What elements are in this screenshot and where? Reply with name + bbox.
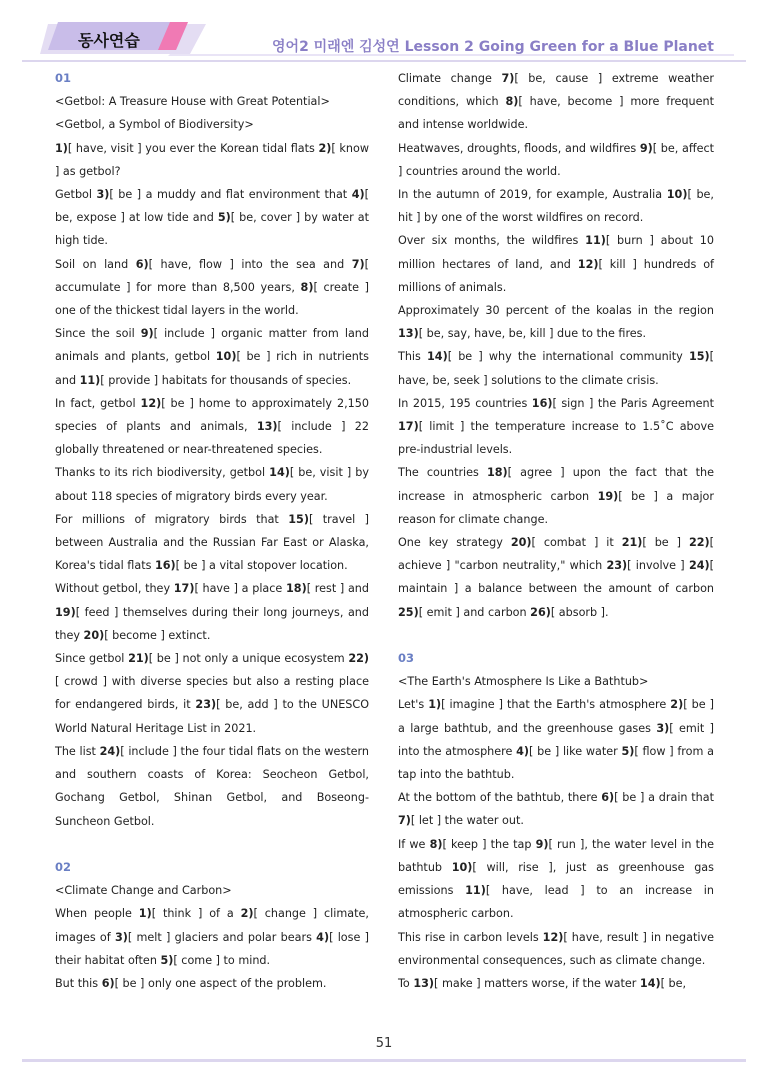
sentence-text: [ include ] the four tidal flats on the western and southern coasts of Korea: Seocheon Getbol, Gochang Getbol, Shinan Getbol, and Boseong-Suncheon Getbol.	[55, 744, 370, 828]
blank-number: 10)	[451, 860, 473, 874]
exercise-sentence	[398, 461, 714, 531]
sentence-text: <Getbol: A Treasure House with Great Potential>	[55, 95, 330, 109]
sentence-text: <Climate Change and Carbon>	[55, 884, 232, 898]
sentence-text: In the autumn of 2019, for example, Australia	[398, 188, 667, 202]
blank-number: 4)	[351, 188, 365, 202]
blank-number: 4)	[516, 744, 530, 758]
sentence-text: [ be ] a large bathtub, and the greenhouse gases	[398, 698, 714, 735]
sentence-text: [ burn ] about 10 million hectares of land, and	[398, 234, 715, 271]
blank-number: 24)	[688, 559, 710, 573]
sentence-text: Heatwaves, droughts, floods, and wildfires	[398, 141, 640, 155]
sentence-text: [ sign ] the Paris Agreement	[552, 396, 714, 410]
sentence-text: [ create ] one of the thickest tidal layers in the world.	[55, 280, 369, 318]
blank-number: 16)	[531, 396, 553, 410]
sentence-text: Thanks to its rich biodiversity, getbol	[55, 466, 270, 480]
sentence-text: Over six months, the wildfires	[398, 234, 586, 248]
sentence-text: [ be, cover ] by water at high tide.	[55, 211, 370, 248]
exercise-sentence	[55, 183, 369, 253]
blank-number: 11)	[79, 373, 101, 387]
sentence-text: [ include ] organic matter from land animals and plants, getbol	[55, 327, 369, 364]
exercise-sentence	[55, 577, 369, 647]
blank-number: 2)	[670, 698, 684, 712]
sentence-text: [ have ] a place	[194, 582, 287, 596]
sentence-text: Approximately 30 percent of the koalas in the region	[398, 304, 714, 318]
exercise-sentence	[398, 531, 714, 624]
blank-number: 20)	[83, 628, 105, 642]
sentence-text: [ combat ] it	[531, 536, 622, 550]
blank-number: 7)	[398, 814, 411, 828]
sentence-text: [ be, hit ] by one of the worst wildfires on record.	[398, 188, 714, 225]
blank-number: 1)	[55, 141, 68, 155]
sentence-text: [ kill ] hundreds of millions of animals.	[398, 257, 714, 294]
blank-number: 23)	[606, 559, 628, 573]
section-number: 01	[55, 71, 72, 85]
blank-number: 12)	[542, 930, 564, 944]
sentence-text: In fact, getbol	[55, 396, 141, 410]
blank-number: 10)	[666, 188, 688, 202]
sentence-text: [ think ] of a	[151, 907, 241, 921]
blank-number: 24)	[99, 744, 121, 758]
blank-number: 14)	[639, 976, 661, 990]
blank-number: 14)	[427, 350, 448, 364]
sentence-text: The list	[55, 744, 100, 758]
exercise-sentence	[55, 879, 369, 902]
blank-number: 16)	[154, 559, 176, 573]
blank-number: 18)	[486, 466, 508, 480]
blank-number: 22)	[688, 536, 710, 550]
blank-number: 3)	[114, 930, 128, 944]
blank-number: 15)	[688, 350, 710, 364]
sentence-text: [ feed ] themselves during their long journeys, and they	[55, 605, 369, 642]
header-divider	[22, 60, 746, 62]
exercise-sentence	[398, 786, 714, 832]
exercise-sentence	[55, 392, 369, 462]
blank-number: 20)	[510, 536, 532, 550]
exercise-sentence	[55, 461, 369, 507]
page-header	[0, 0, 768, 64]
exercise-sentence	[398, 972, 714, 995]
blank-number: 3)	[96, 188, 110, 202]
blank-number: 25)	[398, 605, 419, 619]
sentence-text: [ be ] a muddy and flat environment that	[109, 188, 352, 202]
sentence-text: This	[398, 350, 428, 364]
sentence-text: [ will, rise ], just as greenhouse gas emissions	[398, 860, 714, 898]
sentence-text: The countries	[398, 466, 487, 480]
sentence-text: [ be, say, have, be, kill ] due to the fires.	[418, 327, 647, 341]
sentence-text: [ be ] a drain that	[614, 791, 714, 805]
blank-number: 8)	[429, 837, 443, 851]
sentence-text: [ flow ] from a tap into the bathtub.	[398, 744, 714, 782]
exercise-sentence	[398, 299, 714, 345]
exercise-sentence	[55, 113, 369, 136]
exercise-sentence	[55, 508, 369, 578]
blank-number: 2)	[318, 141, 332, 155]
sentence-text: [ be ]	[642, 536, 689, 550]
blank-number: 4)	[316, 930, 330, 944]
sentence-text: [ provide ] habitats for thousands of species.	[100, 373, 352, 387]
sentence-text: [ melt ] glaciers and polar bears	[127, 930, 317, 944]
blank-number: 7)	[501, 72, 515, 85]
blank-number: 8)	[300, 280, 314, 294]
sentence-text: Without getbol, they	[55, 582, 174, 596]
sentence-text: [ change ] climate, images of	[55, 907, 369, 944]
section-gap	[55, 833, 369, 856]
blank-number: 9)	[535, 837, 549, 851]
sentence-text: [ run ], the water level in the bathtub	[398, 837, 715, 874]
sentence-text: [ be, expose ] at low tide and	[55, 188, 369, 225]
sentence-text: [ have, be, seek ] solutions to the climate crisis.	[398, 350, 714, 387]
blank-number: 6)	[135, 257, 149, 271]
blank-number: 13)	[413, 976, 435, 990]
sentence-text: [ come ] to mind.	[173, 953, 271, 967]
blank-number: 5)	[160, 953, 174, 967]
sentence-text: Since the soil	[55, 327, 141, 341]
sentence-text: [ be ] home to approximately 2,150 species of plants and animals,	[55, 396, 369, 434]
blank-number: 19)	[55, 605, 76, 619]
right-column	[398, 67, 714, 995]
sentence-text: [ have, result ] in negative environmental consequences, such as climate change.	[398, 930, 714, 967]
sentence-text: [ be, add ] to the UNESCO World Natural Heritage List in 2021.	[55, 698, 370, 735]
left-column	[55, 67, 369, 995]
sentence-text: [ accumulate ] for more than 8,500 years,	[55, 257, 369, 294]
blank-number: 21)	[621, 536, 643, 550]
sentence-text: [ keep ] the tap	[442, 837, 536, 851]
blank-number: 1)	[138, 907, 152, 921]
exercise-sentence	[55, 322, 369, 392]
sentence-text: [ be ] not only a unique ecosystem	[148, 652, 349, 666]
sentence-text: [ have, lead ] to an increase in atmospheric carbon.	[398, 884, 715, 921]
sentence-text: Climate change	[398, 72, 502, 85]
blank-number: 3)	[656, 721, 670, 735]
sentence-text: [ limit ] the temperature increase to 1.5˚C above pre-industrial levels.	[398, 420, 714, 457]
sentence-text: [ imagine ] that the Earth's atmosphere	[441, 698, 671, 712]
sentence-text: [ agree ] upon the fact that the increase in atmospheric carbon	[398, 466, 714, 503]
blank-number: 11)	[465, 884, 486, 898]
sentence-text: [ include ] 22 globally threatened or near-threatened species.	[55, 420, 369, 457]
exercise-sentence	[398, 345, 714, 391]
sentence-text: [ have, become ] more frequent and intense worldwide.	[398, 95, 714, 132]
sentence-text: [ emit ] into the atmosphere	[398, 721, 714, 758]
section-gap	[398, 624, 714, 647]
exercise-sentence	[55, 90, 369, 113]
sentence-text: [ be ] a major reason for climate change.	[398, 489, 714, 526]
sentence-text: [ lose ] their habitat often	[55, 930, 369, 967]
sentence-text: If we	[398, 837, 430, 851]
blank-number: 7)	[351, 257, 365, 271]
sentence-text: [ travel ] between Australia and the Russian Far East or Alaska, Korea's tidal flats	[55, 512, 369, 573]
blank-number: 21)	[128, 652, 149, 666]
sentence-text: [ be ] only one aspect of the problem.	[114, 976, 327, 990]
header-title: 영어2 미래엔 김성연 Lesson 2 Going Green for a Blue Planet	[272, 39, 714, 55]
exercise-sentence	[398, 229, 714, 299]
sentence-text: [ achieve ] "carbon neutrality," which	[398, 536, 714, 573]
blank-number: 6)	[101, 976, 115, 990]
blank-number: 15)	[288, 512, 309, 526]
sentence-text: [ become ] extinct.	[104, 628, 211, 642]
blank-number: 23)	[195, 698, 217, 712]
exercise-sentence	[398, 693, 714, 786]
sentence-text: [ make ] matters worse, if the water	[434, 976, 640, 990]
blank-number: 19)	[597, 489, 619, 503]
blank-number: 12)	[140, 396, 162, 410]
sentence-text: [ be ] rich in nutrients and	[55, 350, 370, 387]
sentence-text: This rise in carbon levels	[398, 930, 543, 944]
sentence-text: <Getbol, a Symbol of Biodiversity>	[55, 118, 254, 132]
blank-number: 5)	[217, 211, 231, 225]
sentence-text: [ know ] as getbol?	[55, 141, 369, 178]
sentence-text: [ have, visit ] you ever the Korean tidal flats	[67, 141, 319, 155]
sentence-text: But this	[55, 976, 102, 990]
sentence-text: [ have, flow ] into the sea and	[148, 257, 352, 271]
sentence-text: [ rest ] and	[306, 582, 369, 596]
exercise-sentence	[55, 902, 369, 972]
sentence-text: In 2015, 195 countries	[398, 396, 532, 410]
page-number: 51	[375, 1036, 393, 1051]
blank-number: 17)	[398, 420, 419, 434]
exercise-sentence	[55, 972, 369, 995]
sentence-text: Let's	[398, 698, 429, 712]
sentence-text: [ be ] why the international community	[447, 350, 689, 364]
blank-number: 26)	[530, 605, 551, 619]
section-tag: 동사연습	[78, 31, 140, 50]
sentence-text: When people	[55, 907, 139, 921]
exercise-sentence	[398, 137, 714, 183]
sentence-text: [ absorb ].	[550, 605, 609, 619]
sentence-text: Since getbol	[55, 652, 129, 666]
exercise-sentence	[398, 392, 714, 462]
sentence-text: [ involve ]	[627, 559, 689, 573]
blank-number: 13)	[398, 327, 419, 341]
sentence-text: <The Earth's Atmosphere Is Like a Bathtub>	[398, 675, 649, 689]
blank-number: 6)	[601, 791, 615, 805]
blank-number: 12)	[577, 257, 599, 271]
sentence-text: [ crowd ] with diverse species but also a resting place for endangered birds, it	[55, 675, 369, 712]
footer-divider	[22, 1059, 746, 1062]
sentence-text: [ emit ] and carbon	[418, 605, 531, 619]
exercise-sentence	[398, 926, 714, 972]
blank-number: 14)	[269, 466, 290, 480]
blank-number: 18)	[286, 582, 307, 596]
exercise-sentence	[398, 833, 714, 926]
blank-number: 9)	[639, 141, 653, 155]
sentence-text: [ be,	[660, 976, 687, 990]
section-number: 03	[398, 651, 415, 666]
sentence-text: [ be, cause ] extreme weather conditions, which	[398, 72, 714, 109]
sentence-text: Soil on land	[55, 257, 136, 271]
blank-number: 9)	[140, 327, 154, 341]
exercise-sentence	[398, 67, 714, 137]
exercise-sentence	[398, 670, 714, 693]
blank-number: 2)	[240, 907, 254, 921]
sentence-text: At the bottom of the bathtub, there	[398, 791, 602, 805]
blank-number: 17)	[173, 582, 195, 596]
blank-number: 11)	[585, 234, 606, 248]
sentence-text: [ be, affect ] countries around the world.	[398, 141, 714, 178]
exercise-sentence	[55, 647, 369, 740]
sentence-text: [ maintain ] a balance between the amount of carbon	[398, 559, 714, 596]
sentence-text: [ be ] a vital stopover location.	[175, 559, 348, 573]
exercise-sentence	[55, 137, 369, 183]
sentence-text: One key strategy	[398, 536, 511, 550]
sentence-text: [ be ] like water	[529, 744, 622, 758]
exercise-sentence	[55, 253, 369, 323]
exercise-sentence	[398, 183, 714, 229]
blank-number: 10)	[215, 350, 237, 364]
exercise-sentence	[55, 740, 369, 833]
blank-number: 22)	[348, 652, 369, 666]
sentence-text: [ let ] the water out.	[410, 814, 524, 828]
section-number: 02	[55, 859, 72, 874]
sentence-text: For millions of migratory birds that	[55, 512, 289, 526]
sentence-text: Getbol	[55, 188, 97, 202]
sentence-text: To	[398, 976, 414, 990]
blank-number: 1)	[428, 698, 442, 712]
blank-number: 5)	[621, 744, 635, 758]
blank-number: 13)	[256, 420, 278, 434]
blank-number: 8)	[505, 95, 519, 109]
sentence-text: [ be, visit ] by about 118 species of migratory birds every year.	[55, 466, 370, 503]
